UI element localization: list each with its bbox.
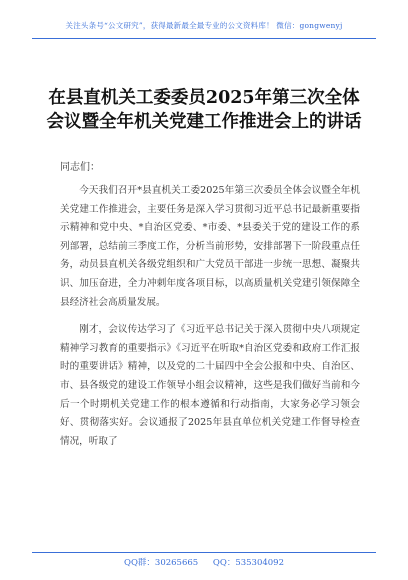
title-line-2: 会议暨全年机关党建工作推进会上的讲话 xyxy=(46,112,362,132)
footer xyxy=(0,556,408,568)
document-body xyxy=(60,182,360,460)
header-divider xyxy=(32,38,376,39)
salutation: 同志们： xyxy=(60,162,100,173)
document-title xyxy=(20,86,388,134)
title-line-1: 在县直机关工委委员2025年第三次全体 xyxy=(48,88,360,108)
footer-qq: QQ：535304092 xyxy=(212,558,284,568)
header-banner: 关注头条号“公文研究”，获得最新最全最专业的公文资料库！ 微信：gongwenyj xyxy=(65,21,343,30)
footer-qq-group: QQ群：30265665 xyxy=(123,558,199,568)
footer-divider xyxy=(32,552,376,553)
paragraph-2: 刚才，会议传达学习了《习近平总书记关于深入贯彻中央八项规定精神学习教育的重要指示》《习近平在听取*自治区党委和政府工作汇报时的重要讲话》精神，以及党的二十届四中全会公报和中央、自治区、市、县各级党的建设工作领导小组会议精神，这些是我们做好当前和今后一个时期机关党建工作的根本遵循和行动指南，大家务必学习领会好、贯彻落实好。会议通报了2025年县直单位机关党建工作督导检查情况，听取了 xyxy=(60,324,360,447)
paragraph-1: 今天我们召开*县直机关工委2025年第三次委员全体会议暨全年机关党建工作推进会，主要任务是深入学习贯彻习近平总书记最新重要指示精神和党中央、*自治区党委、*市委、*县委关于党的建设工作的系列部署，总结前三季度工作，分析当前形势，安排部署下一阶段重点任务，动员县直机关各级党组织和广大党员干部进一步统一思想、凝聚共识、加压奋进，全力冲刺年度各项目标，以高质量机关党建引领保障全县经济社会高质量发展。 xyxy=(60,185,360,308)
